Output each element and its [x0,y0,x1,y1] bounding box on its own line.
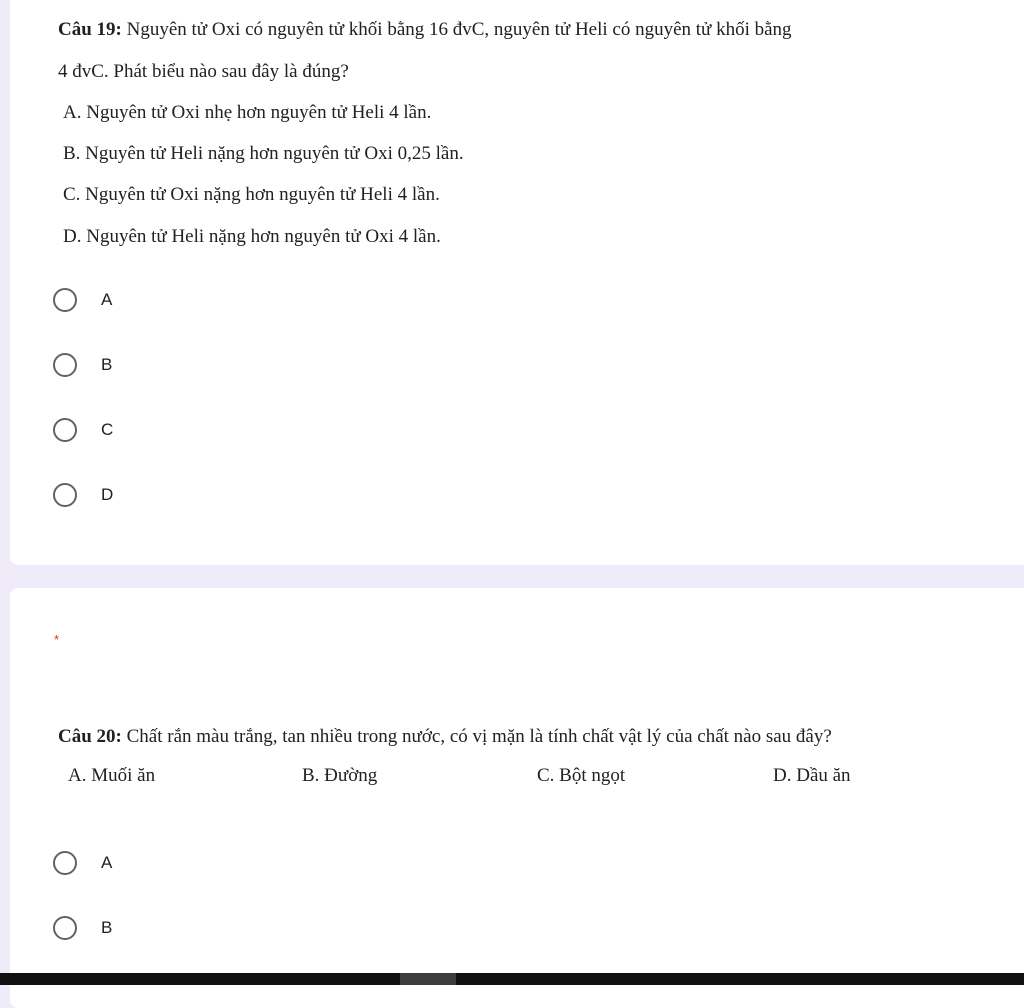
q19-stem-text: Nguyên tử Oxi có nguyên tử khối bằng 16 đvC, nguyên tử Heli có nguyên tử khối bằng [121,19,792,40]
choice-label: A [101,853,113,872]
q20-choice-b[interactable] [53,913,112,943]
q19-option-c: C. Nguyên tử Oxi nặng hơn nguyên tử Heli 4 lần. [63,184,440,205]
q20-choice-a[interactable] [53,848,112,878]
q20-stem-text: Chất rắn màu trắng, tan nhiều trong nước, có vị mặn là tính chất vật lý của chất nào sau đây? [121,726,832,747]
q20-option-b: B. Đường [302,765,378,786]
radio-button[interactable] [53,288,77,312]
q19-option-a: A. Nguyên tử Oxi nhẹ hơn nguyên tử Heli 4 lần. [63,102,432,123]
required-asterisk: * [54,632,60,647]
q20-option-d: D. Dầu ăn [773,765,851,786]
radio-button[interactable] [53,916,77,940]
q20-stem [58,725,832,749]
q19-choice-c[interactable] [53,415,113,445]
bottom-bar-segment [400,973,456,985]
q19-choice-d[interactable] [53,480,113,510]
radio-button[interactable] [53,418,77,442]
choice-label: A [101,290,113,309]
choice-label: B [101,918,113,937]
radio-button[interactable] [53,483,77,507]
choice-label: C [101,420,114,439]
q19-label: Câu 19: [58,19,122,40]
q20-option-a: A. Muối ăn [68,765,156,786]
q19-stem-line1 [58,18,792,42]
q19-choice-a[interactable] [53,285,112,315]
q19-option-b: B. Nguyên tử Heli nặng hơn nguyên tử Oxi 0,25 lần. [63,143,464,164]
bottom-bar [0,973,1024,985]
choice-label: D [101,485,114,504]
question-card-19 [10,0,1024,565]
q19-option-d: D. Nguyên tử Heli nặng hơn nguyên tử Oxi 4 lần. [63,226,441,247]
q19-stem-line2: 4 đvC. Phát biểu nào sau đây là đúng? [58,61,349,82]
radio-button[interactable] [53,851,77,875]
choice-label: B [101,355,113,374]
q19-choice-b[interactable] [53,350,112,380]
q20-option-c: C. Bột ngọt [537,765,626,786]
radio-button[interactable] [53,353,77,377]
question-card-20 [10,588,1024,1008]
q20-label: Câu 20: [58,726,122,747]
